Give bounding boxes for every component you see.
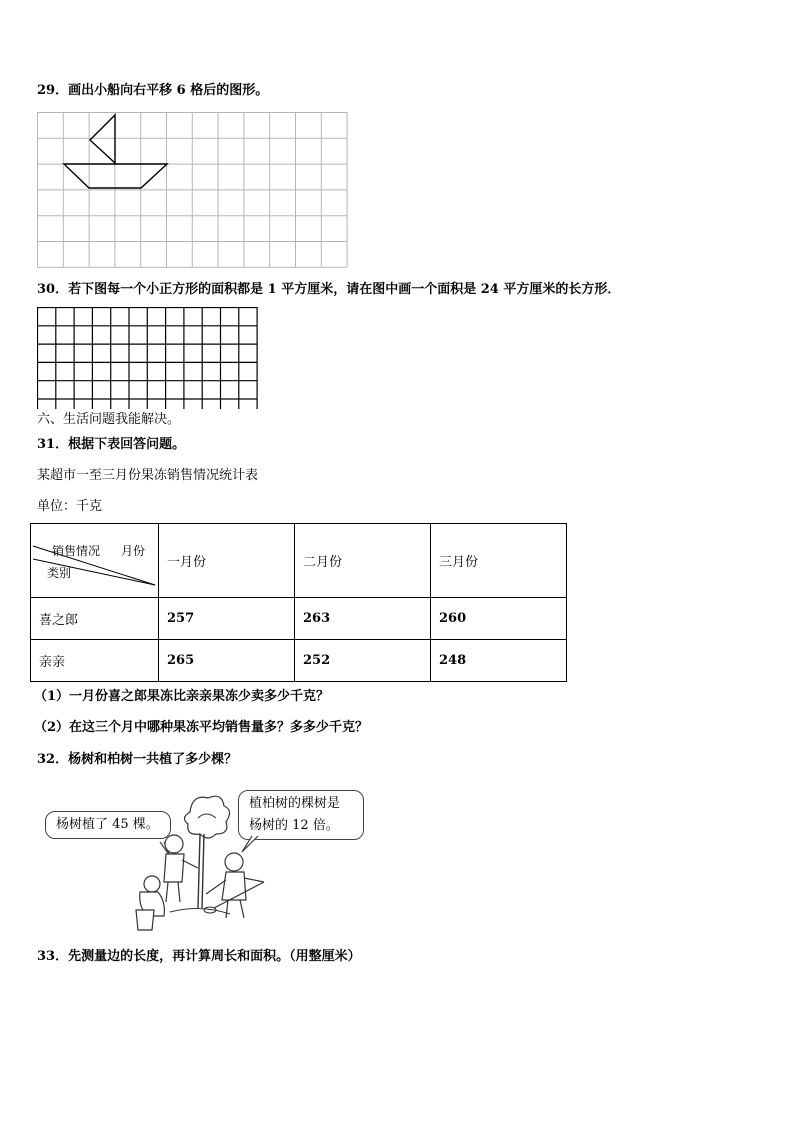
boat-hull bbox=[64, 164, 167, 188]
table-unit: 单位：千克 bbox=[37, 499, 103, 514]
bubble-right-line-2: 杨树的 12 倍。 bbox=[249, 818, 339, 833]
sales-table bbox=[30, 523, 567, 682]
cell-value: 252 bbox=[295, 640, 431, 682]
table-title: 某超市一至三月份果冻销售情况统计表 bbox=[37, 468, 259, 483]
cell-value: 248 bbox=[431, 640, 567, 682]
cell-value: 265 bbox=[159, 640, 295, 682]
header-month-1: 一月份 bbox=[159, 524, 295, 598]
tree-planting-illustration bbox=[130, 790, 290, 940]
boat-grid-lines bbox=[37, 112, 347, 267]
cell-value: 257 bbox=[159, 598, 295, 640]
diagonal-lines bbox=[31, 524, 166, 598]
diagonal-header-cell bbox=[31, 524, 159, 598]
diag-label-month: 月份 bbox=[121, 544, 146, 558]
cell-value: 260 bbox=[431, 598, 567, 640]
bubble-left-text: 杨树植了 45 棵。 bbox=[56, 817, 159, 832]
boat-grid[interactable] bbox=[37, 112, 349, 268]
table-row bbox=[31, 640, 567, 682]
question-29-text: 29．画出小船向右平移 6 格后的图形。 bbox=[37, 83, 269, 98]
bubble-right-line-1: 植柏树的棵树是 bbox=[249, 796, 341, 811]
table-row bbox=[31, 598, 567, 640]
diag-label-sales: 销售情况 bbox=[52, 544, 101, 558]
area-grid-lines bbox=[37, 307, 257, 409]
cell-value: 263 bbox=[295, 598, 431, 640]
question-33-text: 33．先测量边的长度，再计算周长和面积。（用整厘米） bbox=[37, 949, 361, 964]
table-header-row bbox=[31, 524, 567, 598]
area-grid[interactable] bbox=[37, 307, 260, 409]
diag-label-category: 类别 bbox=[47, 566, 72, 580]
question-31-sub-2: （2）在这三个月中哪种果冻平均销售量多？多多少千克？ bbox=[34, 720, 369, 735]
header-month-2: 二月份 bbox=[295, 524, 431, 598]
header-month-3: 三月份 bbox=[431, 524, 567, 598]
question-32-text: 32．杨树和柏树一共植了多少棵？ bbox=[37, 752, 238, 767]
boat-sail bbox=[90, 115, 115, 163]
question-31-text: 31．根据下表回答问题。 bbox=[37, 437, 186, 452]
row-name: 亲亲 bbox=[31, 640, 159, 682]
row-name: 喜之郎 bbox=[31, 598, 159, 640]
section-6-heading: 六、生活问题我能解决。 bbox=[37, 412, 181, 427]
question-30-text: 30．若下图每一个小正方形的面积都是 1 平方厘米，请在图中画一个面积是 24 平方厘米的长方形． bbox=[37, 282, 621, 297]
question-31-sub-1: （1）一月份喜之郎果冻比亲亲果冻少卖多少千克？ bbox=[34, 689, 330, 704]
